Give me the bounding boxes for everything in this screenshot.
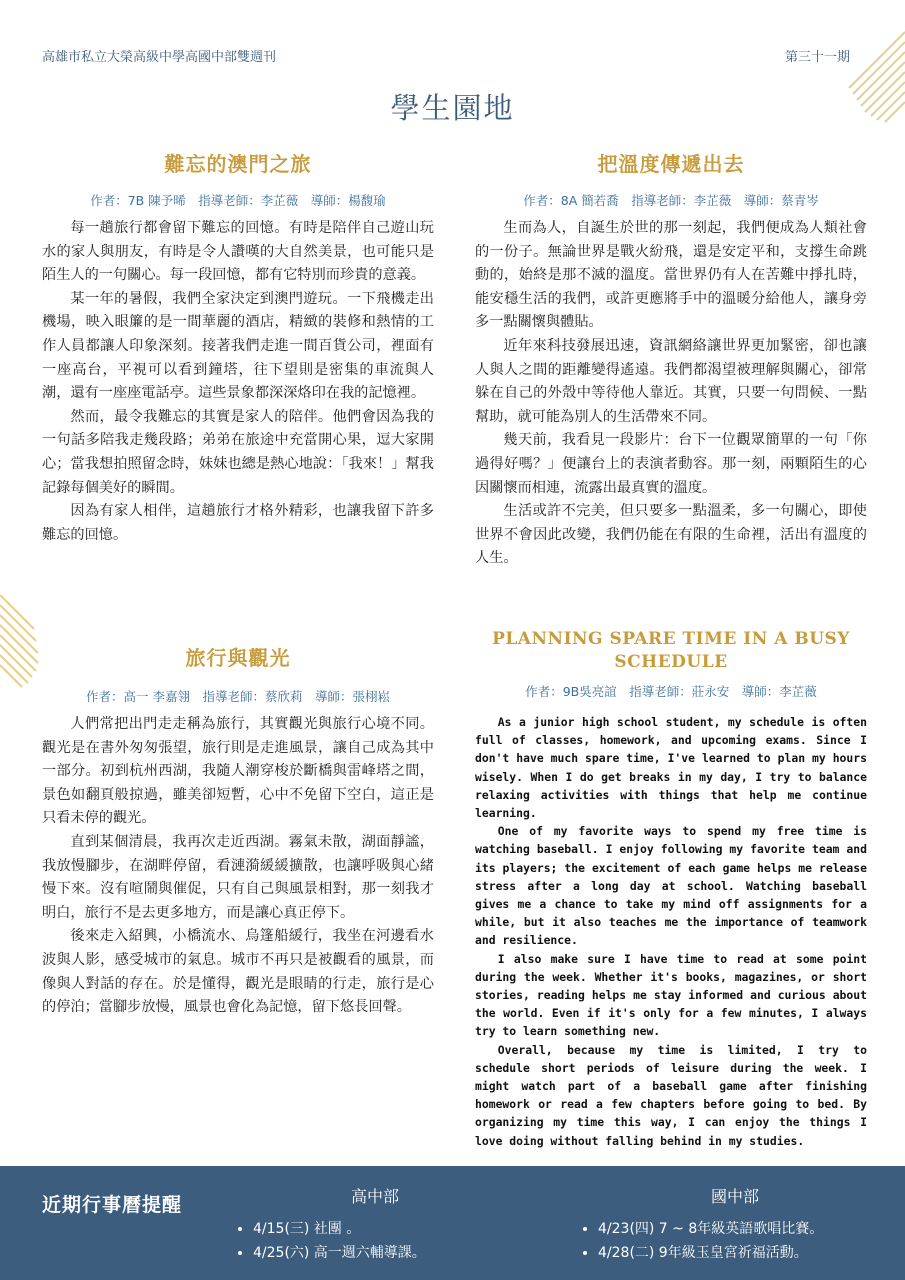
article-byline: 作者：7B 陳予晞 指導老師：李芷薇 導師：楊馥瑜 [90, 193, 386, 208]
article-byline: 作者：9B吳亮誼 指導老師：莊永安 導師：李芷薇 [525, 684, 817, 699]
events-heading: 高中部 [350, 1187, 399, 1206]
events-list [225, 1217, 525, 1265]
article-body [475, 217, 867, 571]
event-item: • 4/15(三) 社團 。 [253, 1217, 525, 1241]
junior-high-events [570, 1184, 900, 1265]
event-item: • 4/25(六) 高一週六輔導課。 [253, 1241, 525, 1265]
paragraph: 然而，最令我難忘的其實是家人的陪伴。他們會因為我的一句話多陪我走幾段路；弟弟在旅途中充當開心果，逗大家開心；當我想拍照留念時，妹妹也總是熱心地說：「我來！」幫我記錄每個美好的瞬間。 [42, 408, 434, 496]
article-planning-spare-time [475, 628, 867, 1150]
paragraph: 每一趟旅行都會留下難忘的回憶。有時是陪伴自己遊山玩水的家人與朋友，有時是令人讚嘆的大自然美景，也可能只是陌生人的一句關心。每一段回憶，都有它特別而珍貴的意義。 [42, 220, 434, 284]
paragraph: 幾天前，我看見一段影片：台下一位觀眾簡單的一句「你過得好嗎？」便讓台上的表演者動容。那一刻，兩顆陌生的心因關懷而相連，流露出最真實的溫度。 [475, 432, 867, 496]
paragraph: 近年來科技發展迅速，資訊網絡讓世界更加緊密，卻也讓人與人之間的距離變得遙遠。我們都渴望被理解與關心，卻常躲在自己的外殼中等待他人靠近。其實，只要一句問候、一點幫助，就可能為別人的生活帶來不同。 [475, 337, 867, 425]
event-item: • 4/23(四) 7 ~ 8年級英語歌唱比賽。 [598, 1217, 900, 1241]
article-body [42, 217, 434, 547]
school-newsletter-name: 高雄市私立大榮高級中學高國中部雙週刊 [42, 50, 277, 65]
article-title: 旅行與觀光 [185, 646, 291, 670]
paragraph: Overall, because my time is limited, I try to schedule short periods of leisure during the week. I might watch part of a baseball game after finishing homework or read a few chapters before going to bed. By organizing my time this way, I can enjoy the things I love doing without falling behind in my studies. [475, 1042, 867, 1148]
article-byline: 作者：8A 簡若喬 指導老師：李芷薇 導師：蔡青岑 [523, 193, 819, 208]
paragraph: 某一年的暑假，我們全家決定到澳門遊玩。一下飛機走出機場，映入眼簾的是一間華麗的酒店，精緻的裝修和熱情的工作人員都讓人印象深刻。接著我們走進一間百貨公司，裡面有一座高台，平視可以看到鐘塔，往下望則是密集的車流與人潮，還有一座座電話亭。這些景象都深深烙印在我的記憶裡。 [42, 290, 434, 402]
paragraph: 生活或許不完美，但只要多一點溫柔，多一句關心，即使世界不會因此改變，我們仍能在有限的生命裡，活出有溫度的人生。 [475, 503, 867, 567]
paragraph: I also make sure I have time to read at some point during the week. Whether it's books, magazines, or short stories, reading helps me stay informed and curious about the world. Even if it's only for a few minutes, I always try to learn something new. [475, 951, 867, 1039]
paragraph: 直到某個清晨，我再次走近西湖。霧氣未散，湖面靜謐，我放慢腳步，在湖畔停留，看漣漪緩緩擴散，也讓呼吸與心緒慢下來。沒有喧鬧與催促，只有自己與風景相對，那一刻我才明白，旅行不是去更多地方，而是讓心真正停下。 [42, 833, 434, 921]
article-title: 難忘的澳門之旅 [164, 152, 312, 176]
paragraph: One of my favorite ways to spend my free time is watching baseball. I enjoy following my favorite team and its players; the excitement of each game helps me release stress after a long day at school. Watching baseball gives me a chance to take my mind off assignments for a while, but it also teaches me the importance of teamwork and resilience. [475, 824, 867, 948]
section-title: 學生園地 [390, 91, 515, 125]
events-heading: 國中部 [710, 1187, 759, 1206]
calendar-reminder-footer [0, 1166, 905, 1280]
paragraph: 後來走入紹興，小橋流水、烏篷船緩行，我坐在河邊看水波與人影，感受城市的氣息。城市不再只是被觀看的風景，而像與人對話的存在。於是懂得，觀光是眼睛的行走，旅行是心的停泊；當腳步放慢，風景也會化為記憶，留下悠長回聲。 [42, 928, 434, 1016]
article-body [42, 713, 434, 1020]
paragraph: 因為有家人相伴，這趟旅行才格外精彩，也讓我留下許多難忘的回憶。 [42, 503, 434, 543]
article-pass-on-warmth [475, 148, 867, 571]
events-list [570, 1217, 900, 1265]
high-school-events [225, 1184, 525, 1265]
paragraph: As a junior high school student, my schedule is often full of classes, homework, and upcoming exams. Since I don't have much spare time, I've learned to plan my hours wisely. When I do get breaks in my day, I try to balance relaxing activities with things that help me continue learning. [475, 715, 867, 821]
article-travel-and-sightseeing [42, 642, 434, 1020]
article-title: PLANNING SPARE TIME IN A BUSY SCHEDULE [492, 629, 850, 672]
article-byline: 作者：高一 李嘉翎 指導老師：蔡欣莉 導師：張栩崧 [86, 689, 390, 704]
decorative-stripes-left [0, 585, 40, 695]
article-title: 把溫度傳遞出去 [597, 152, 745, 176]
paragraph: 生而為人，自誕生於世的那一刻起，我們便成為人類社會的一份子。無論世界是戰火紛飛，還是安定平和，支撐生命跳動的，始終是那不滅的溫度。當世界仍有人在苦難中掙扎時，能安穩生活的我們，或許更應將手中的溫暖分給他人，讓身旁多一點關懷與體貼。 [475, 220, 867, 331]
article-body [475, 713, 867, 1150]
issue-number: 第三十一期 [784, 50, 850, 65]
event-item: • 4/28(二) 9年級玉皇宮祈福活動。 [598, 1241, 900, 1265]
article-macau-trip [42, 148, 434, 547]
paragraph: 人們常把出門走走稱為旅行，其實觀光與旅行心境不同。觀光是在書外匆匆張望，旅行則是走進風景，讓自己成為其中一部分。初到杭州西湖，我隨人潮穿梭於斷橋與雷峰塔之間，景色如翻頁般掠過，雖美卻短暫，心中不免留下空白，這正是只看未停的觀光。 [42, 716, 434, 827]
footer-title: 近期行事曆提醒 [42, 1194, 183, 1216]
